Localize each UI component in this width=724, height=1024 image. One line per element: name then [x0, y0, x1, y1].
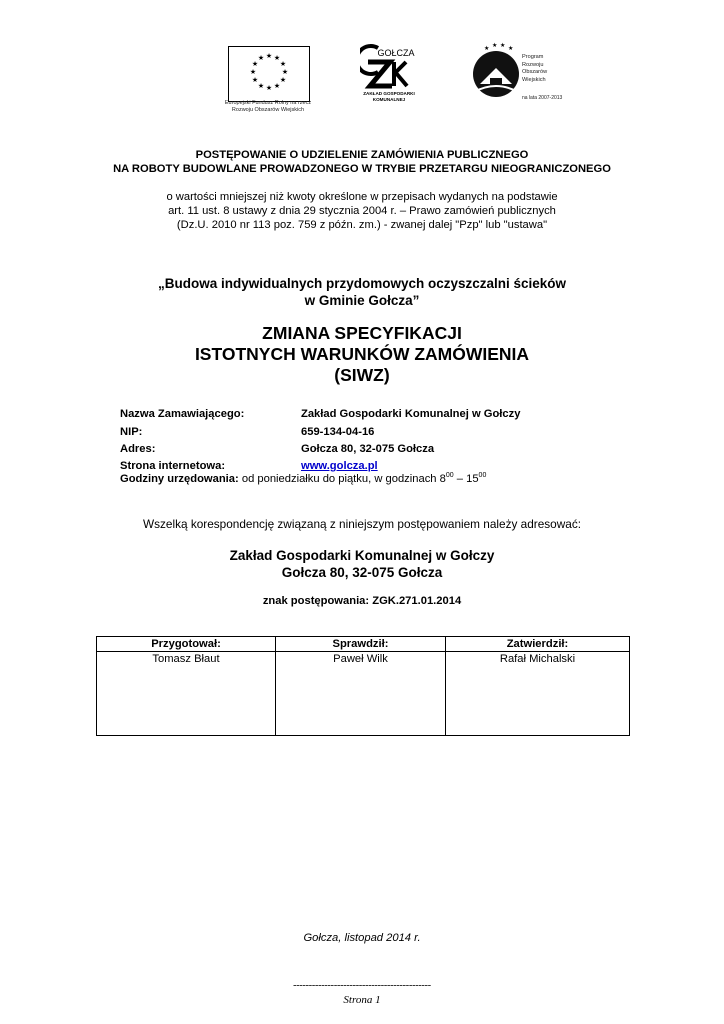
footer-divider: -------------------------------------------- — [293, 980, 431, 991]
eu-caption — [222, 100, 314, 114]
prow-years: na lata 2007-2013 — [522, 95, 563, 101]
info-value: 659-134-04-16 — [301, 426, 375, 438]
eu-logo — [222, 44, 314, 116]
prow-emblem-icon — [470, 40, 522, 106]
eu-caption-line: Europejski Fundusz Rolny na rzecz — [224, 100, 312, 106]
document-title — [0, 323, 724, 386]
legal-basis — [0, 190, 724, 232]
table-header: Przygotował: — [97, 637, 276, 652]
table-header: Zatwierdził: — [446, 637, 630, 652]
svg-text:★: ★ — [251, 76, 259, 84]
svg-text:★: ★ — [281, 68, 289, 76]
eu-flag-icon — [228, 46, 310, 102]
info-label: Nazwa Zamawiającego: — [120, 408, 245, 420]
address-line: Zakład Gospodarki Komunalnej w Gołczy — [229, 548, 495, 563]
correspondence-address — [0, 547, 724, 581]
signature-table — [96, 636, 630, 736]
address-line: Gołcza 80, 32-075 Gołcza — [281, 565, 443, 580]
procedure-title-line: POSTĘPOWANIE O UDZIELENIE ZAMÓWIENIA PUBLICZNEGO — [195, 149, 529, 161]
zgk-top-text: GOŁCZA — [377, 48, 415, 58]
svg-text:★: ★ — [265, 84, 273, 92]
place-date: Gołcza, listopad 2014 r. — [303, 932, 421, 944]
table-row — [97, 652, 630, 736]
svg-text:★: ★ — [279, 76, 287, 84]
info-label: Adres: — [120, 443, 156, 455]
project-name-line: „Budowa indywidualnych przydomowych oczyszczalni ścieków — [157, 276, 567, 291]
office-hours — [120, 473, 486, 485]
svg-text:★: ★ — [257, 82, 265, 90]
info-label: Strona internetowa: — [120, 460, 226, 472]
document-title-line: ZMIANA SPECYFIKACJI — [262, 323, 462, 343]
legal-basis-line: (Dz.U. 2010 nr 113 poz. 759 z późn. zm.) - zwanej dalej "Pzp" lub "ustawa" — [176, 219, 548, 231]
prow-logo — [470, 40, 580, 106]
svg-text:★: ★ — [251, 60, 259, 68]
legal-basis-line: art. 11 ust. 8 ustawy z dnia 29 stycznia 2004 r. – Prawo zamówień publicznych — [168, 205, 556, 217]
svg-text:★: ★ — [265, 52, 273, 60]
info-row-nip — [120, 423, 600, 441]
zgk-bottom-text: ZAKŁAD GOSPODARKI — [363, 91, 415, 96]
procedure-title-line: NA ROBOTY BUDOWLANE PROWADZONEGO W TRYBIE PRZETARGU NIEOGRANICZONEGO — [113, 163, 611, 175]
svg-text:★: ★ — [273, 82, 281, 90]
svg-text:★: ★ — [279, 60, 287, 68]
table-header-row — [97, 637, 630, 652]
svg-text:★: ★ — [273, 54, 281, 62]
project-name — [0, 275, 724, 309]
hours-text: od poniedziałku do piątku, w godzinach 8 — [238, 473, 446, 485]
prow-text-line: Wiejskich — [522, 76, 546, 83]
prow-text — [522, 54, 547, 84]
hours-sup: 00 — [445, 472, 454, 479]
prow-text-line: Rozwoju — [522, 61, 544, 68]
svg-text:★: ★ — [249, 68, 257, 76]
legal-basis-line: o wartości mniejszej niż kwoty określone w przepisach wydanych na podstawie — [166, 191, 558, 203]
svg-text:★: ★ — [257, 54, 265, 62]
info-row-address — [120, 440, 600, 458]
procedure-title — [0, 148, 724, 176]
prow-text-line: Program — [522, 54, 544, 60]
website-link[interactable]: www.golcza.pl — [301, 460, 378, 472]
correspondence-note: Wszelką korespondencję związaną z niniejszym postępowaniem należy adresować: — [142, 517, 581, 531]
svg-text:★: ★ — [484, 45, 490, 52]
zgk-bottom-text: KOMUNALNEJ — [372, 97, 406, 102]
table-cell: Paweł Wilk — [276, 652, 446, 736]
reference-number: znak postępowania: ZGK.271.01.2014 — [262, 595, 462, 607]
zgk-logo — [360, 42, 418, 106]
page-number: Strona 1 — [343, 994, 381, 1006]
info-value: Zakład Gospodarki Komunalnej w Gołczy — [301, 408, 521, 420]
table-cell: Rafał Michalski — [446, 652, 630, 736]
eu-caption-line: Rozwoju Obszarów Wiejskich — [231, 107, 305, 113]
prow-text-line: Obszarów — [522, 69, 548, 76]
info-label: NIP: — [120, 426, 143, 438]
svg-text:★: ★ — [500, 42, 506, 49]
hours-text: – 15 — [453, 473, 479, 485]
table-cell: Tomasz Błaut — [97, 652, 276, 736]
svg-text:★: ★ — [492, 42, 498, 49]
info-value: Gołcza 80, 32-075 Gołcza — [301, 443, 435, 455]
document-title-line: (SIWZ) — [334, 365, 390, 385]
project-name-line: w Gminie Gołcza” — [304, 293, 420, 308]
info-label: Godziny urzędowania: — [120, 473, 239, 485]
info-row-name — [120, 405, 600, 423]
document-title-line: ISTOTNYCH WARUNKÓW ZAMÓWIENIA — [194, 344, 530, 364]
table-header: Sprawdził: — [276, 637, 446, 652]
svg-text:★: ★ — [508, 45, 514, 52]
hours-sup: 00 — [478, 472, 487, 479]
